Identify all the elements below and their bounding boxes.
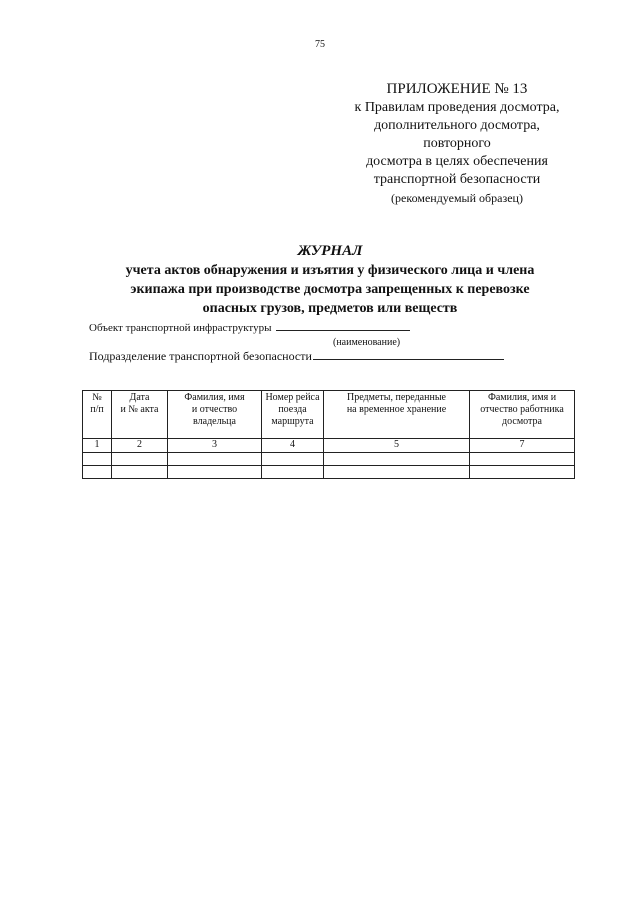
division-label: Подразделение транспортной безопасности (89, 349, 312, 363)
table-row (83, 466, 575, 479)
appendix-note: (рекомендуемый образец) (391, 191, 523, 205)
appendix-line: досмотра в целях обеспечения (366, 154, 548, 169)
header-cell: Номер рейса поезда маршрута (262, 391, 324, 439)
empty-cell[interactable] (112, 453, 168, 466)
empty-cell[interactable] (168, 453, 262, 466)
page-number: 75 (315, 39, 325, 50)
empty-cell[interactable] (324, 466, 470, 479)
division-field (89, 349, 504, 364)
journal-heading (40, 242, 620, 318)
empty-cell[interactable] (324, 453, 470, 466)
division-blank-line[interactable] (313, 350, 504, 360)
journal-table (82, 390, 575, 479)
column-number-cell: 5 (324, 439, 470, 453)
header-cell: Фамилия, имя и отчество владельца (168, 391, 262, 439)
column-number-cell: 1 (83, 439, 112, 453)
journal-subtitle-line: экипажа при производстве досмотра запрещенных к перевозке (130, 282, 530, 297)
appendix-line: повторного (423, 136, 491, 151)
column-number-cell: 4 (262, 439, 324, 453)
empty-cell[interactable] (83, 466, 112, 479)
table-row (83, 453, 575, 466)
object-caption: (наименование) (333, 337, 401, 348)
empty-cell[interactable] (262, 466, 324, 479)
appendix-line: дополнительного досмотра, (374, 118, 540, 133)
table-header-row (83, 391, 575, 439)
header-cell: № п/п (83, 391, 112, 439)
column-number-row (83, 439, 575, 453)
appendix-title: ПРИЛОЖЕНИЕ № 13 (386, 81, 528, 97)
object-label: Объект транспортной инфраструктуры (89, 322, 272, 334)
empty-cell[interactable] (470, 453, 575, 466)
object-field (89, 322, 410, 334)
header-cell: Дата и № акта (112, 391, 168, 439)
column-number-cell: 3 (168, 439, 262, 453)
header-cell: Фамилия, имя и отчество работника досмотра (470, 391, 575, 439)
journal-title: ЖУРНАЛ (297, 243, 363, 259)
empty-cell[interactable] (470, 466, 575, 479)
appendix-line: к Правилам проведения досмотра, (354, 100, 560, 115)
object-blank-line[interactable] (276, 322, 410, 331)
empty-cell[interactable] (262, 453, 324, 466)
header-cell: Предметы, переданные на временное хранение (324, 391, 470, 439)
empty-cell[interactable] (83, 453, 112, 466)
journal-subtitle-line: опасных грузов, предметов или веществ (202, 301, 458, 316)
journal-subtitle-line: учета актов обнаружения и изъятия у физического лица и члена (125, 263, 535, 278)
column-number-cell: 7 (470, 439, 575, 453)
appendix-block (330, 79, 584, 207)
empty-cell[interactable] (168, 466, 262, 479)
column-number-cell: 2 (112, 439, 168, 453)
appendix-line: транспортной безопасности (373, 172, 541, 187)
empty-cell[interactable] (112, 466, 168, 479)
